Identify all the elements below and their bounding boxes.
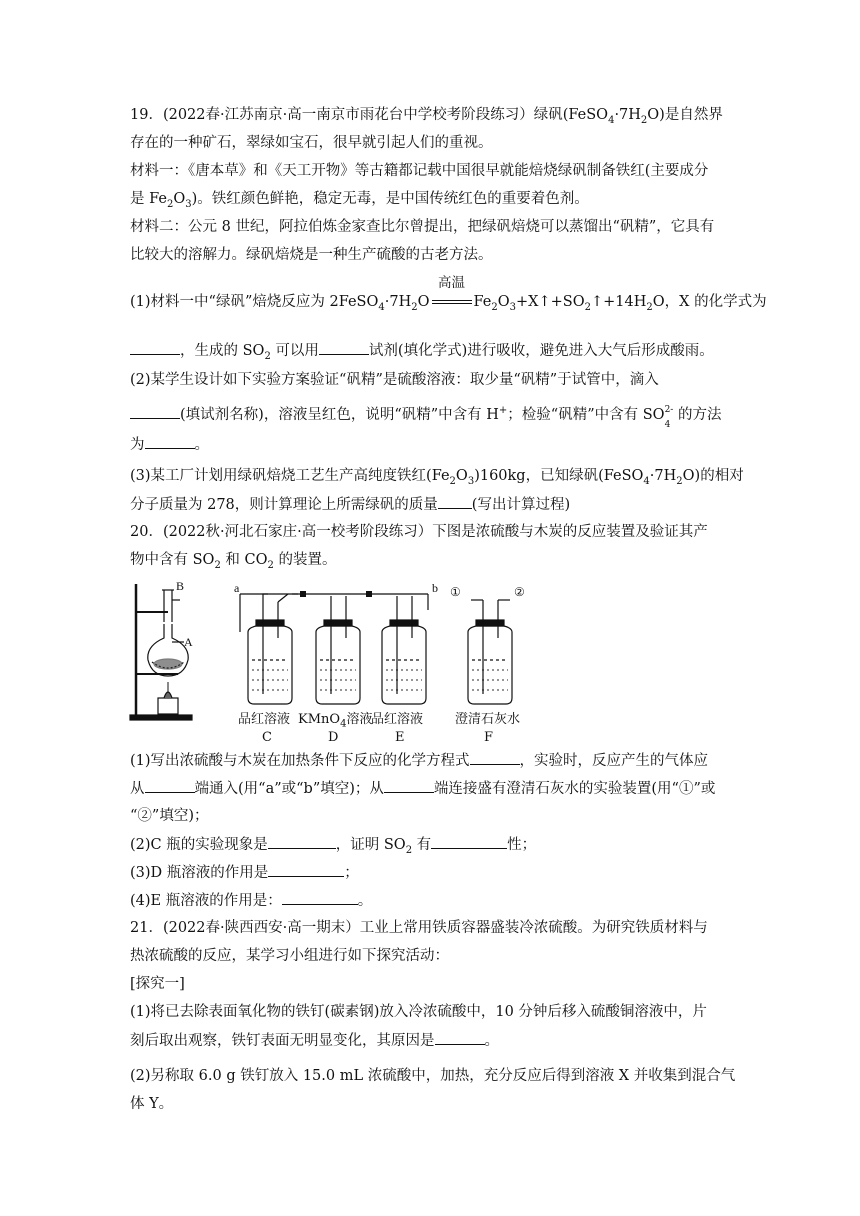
caption-c-solution: 品红溶液 [238,712,291,727]
port-2-label: ② [514,585,525,599]
answer-blank[interactable] [470,750,520,765]
port-a-label: a [234,582,240,595]
caption-e-solution: 品红溶液 [371,712,424,727]
q19-part-2-line-1: (2)某学生设计如下实验方案验证“矾精”是硫酸溶液：取少量“矾精”于试管中，滴入 [130,372,659,388]
port-b-label: b [432,582,438,595]
q19-material-1-line-1: 材料一：《唐本草》和《天工开物》等古籍都记载中国很早就能焙烧绿矾制备铁红(主要成分 [130,163,709,179]
answer-blank[interactable] [431,834,507,849]
caption-c: C [262,730,272,745]
q20-part-1-line-2: 从 端通入(用“a”或“b”填空)；从 端连接盛有澄清石灰水的实验装置(用“①”或 [130,778,715,799]
q19-line-2: 存在的一种矿石，翠绿如宝石，很早就引起人们的重视。 [130,135,493,151]
answer-blank[interactable] [384,778,434,793]
answer-blank[interactable] [268,862,344,877]
q21-part-2-line-2: 体 Y。 [130,1096,174,1112]
caption-d: D [328,730,339,745]
caption-f: F [484,730,494,745]
q19-material-2-line-2: 比较大的溶解力。绿矾焙烧是一种生产硫酸的古老方法。 [130,247,493,263]
q21-part-2-line-1: (2)另称取 6.0 g 铁钉放入 15.0 mL 浓硫酸中，加热，充分反应后得到溶液 X 并收集到混合气 [130,1068,736,1084]
q20-line-1: 20．(2022秋·河北石家庄·高一校考阶段练习）下图是浓硫酸与木炭的反应装置及验证其产 [130,524,708,540]
q20-part-3: (3)D 瓶溶液的作用是 ； [130,862,359,883]
answer-blank[interactable] [435,1030,485,1045]
stand-base [130,715,192,720]
apparatus-figure [128,582,548,730]
q19-line-1: 19．(2022春·江苏南京·高一南京市雨花台中学校考阶段练习）绿矾$(FeSO_4\cdot 7H_2O)$是自然界 [130,107,723,126]
q19-part-2-line-2: (填试剂名称)，溶液呈红色，说明“矾精”中含有 H+；检验“矾精”中含有 $SO^{2-}$ 4 的方法 [130,404,721,427]
caption-d-solution: KMnO$_4$溶液 [298,712,373,730]
q19-material-2-line-1: 材料二：公元 8 世纪，阿拉伯炼金家查比尔曾提出，把绿矾焙烧可以蒸馏出“矾精”，它具有 [130,219,715,235]
label-a-flask: A [184,635,193,649]
reaction-condition-arrow [432,275,472,312]
q21-part-1-line-1: (1)将已去除表面氧化物的铁钉(碳素钢)放入冷浓硫酸中，10 分钟后移入硫酸铜溶液中，片 [130,1004,707,1020]
answer-blank[interactable] [130,404,180,419]
q20-part-1-line-1: (1)写出浓硫酸与木炭在加热条件下反应的化学方程式 ，实验时，反应产生的气体应 [130,750,708,771]
port-1-label: ① [450,585,461,599]
caption-f-solution: 澄清石灰水 [455,712,521,727]
q19-part-2-line-3: 为 。 [130,434,209,455]
answer-blank[interactable] [319,340,369,355]
q20-part-1-line-3: “②”填空)； [130,808,209,824]
condition-label: 高温 [438,275,465,291]
q19-part-1-equation: (1)材料一中“绿矾”焙烧反应为 $2FeSO_4\cdot 7H_2O$ 高温 $Fe_2O_3+X↑+SO_2↑+14H_2O$，X 的化学式为 [130,275,767,313]
q21-part-1-line-2: 刻后取出观察，铁钉表面无明显变化，其原因是 。 [130,1030,499,1051]
alcohol-lamp [158,698,178,714]
q21-inquiry-heading: [探究一] [130,976,185,992]
bottle-f [468,600,512,704]
q19-part-3-line-1: (3)某工厂计划用绿矾焙烧工艺生产高纯度铁红$(Fe_2O_3)160kg$，已知绿矾$(FeSO_4\cdot 7H_2O)$的相对 [130,468,744,487]
q19-part-3-line-2: 分子质量为 278，则计算理论上所需绿矾的质量 (写出计算过程) [130,494,570,515]
answer-blank[interactable] [145,778,195,793]
label-b-funnel: B [176,582,185,593]
answer-blank[interactable] [438,494,472,509]
answer-blank[interactable] [268,834,336,849]
q21-line-2: 热浓硫酸的反应，某学习小组进行如下探究活动： [130,948,449,964]
q20-part-4: (4)E 瓶溶液的作用是： 。 [130,890,372,911]
answer-blank[interactable] [145,434,195,449]
q20-line-2: 物中含有 $SO_2$ 和 $CO_2$ 的装置。 [130,552,337,571]
bottle-e [382,594,428,704]
q21-line-1: 21．(2022春·陕西西安·高一期末）工业上常用铁质容器盛装冷浓硫酸。为研究铁质材料与 [130,920,708,936]
q19-material-1-line-2: 是 $Fe_2O_3$)。铁红颜色鲜艳，稳定无毒，是中国传统红色的重要着色剂。 [130,191,589,210]
bottle-c [248,594,298,704]
q19-part-1-line-2: ，生成的 $SO_2$ 可以用 试剂(填化学式)进行吸收，避免进入大气后形成酸雨。 [130,340,714,361]
answer-blank[interactable] [282,890,358,905]
answer-blank[interactable] [130,340,180,355]
q20-part-2: (2)C 瓶的实验现象是 ，证明 $SO_2$ 有 性； [130,834,536,855]
caption-e: E [395,730,405,745]
